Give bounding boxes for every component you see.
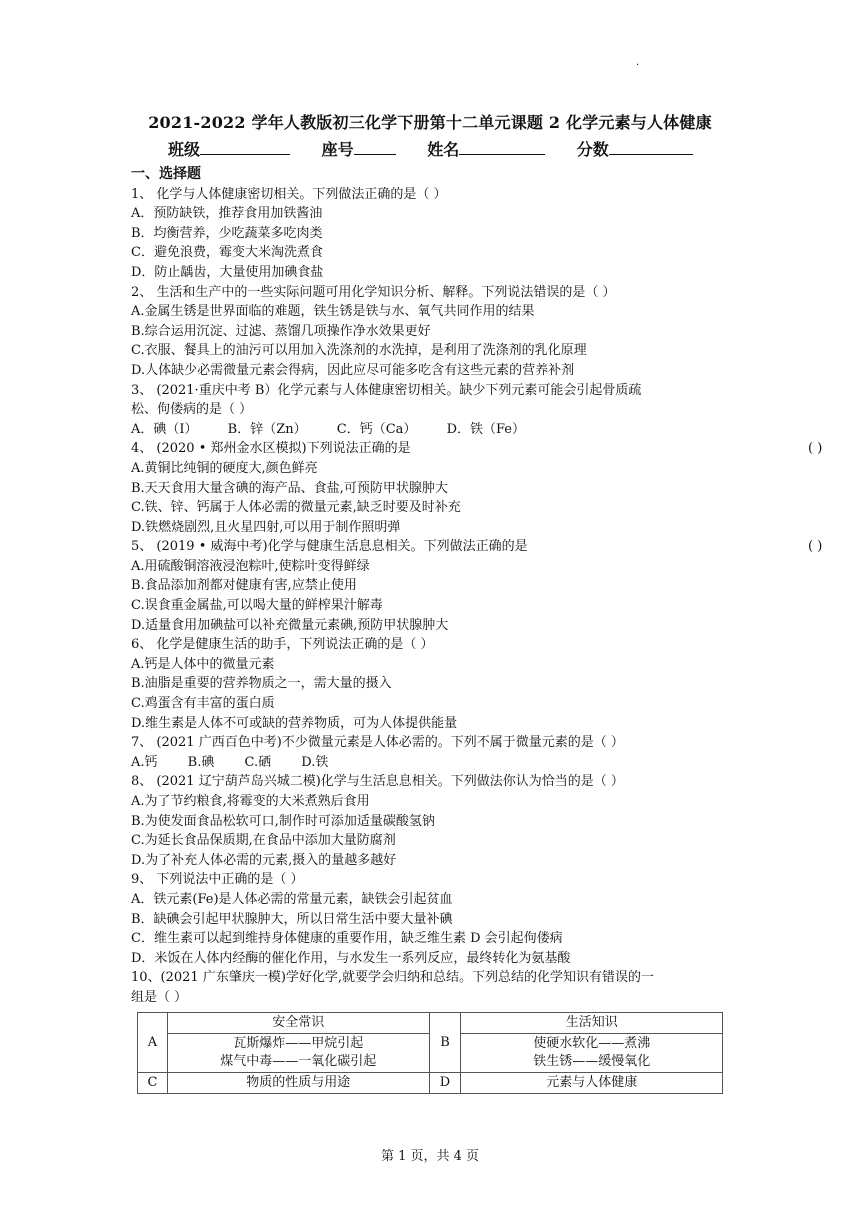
option-d: D．防止龋齿，大量使用加碘食盐 bbox=[131, 264, 324, 280]
cell-label-d: D bbox=[429, 1073, 461, 1094]
seat-label: 座号 bbox=[321, 140, 354, 159]
page-footer: 第 1 页，共 4 页 bbox=[380, 1149, 480, 1164]
cell-head-b: 生活知识 bbox=[461, 1013, 723, 1034]
option-c: C.鸡蛋含有丰富的蛋白质 bbox=[131, 696, 275, 712]
cell-line: 煤气中毒——一氧化碳引起 bbox=[220, 1054, 377, 1069]
cell-line: 铁生锈——缓慢氧化 bbox=[533, 1054, 651, 1069]
answer-bracket: ( ) bbox=[808, 441, 823, 457]
question-6 bbox=[131, 635, 731, 733]
page-mark: · bbox=[636, 60, 640, 71]
option-b: B.碘 bbox=[187, 754, 215, 770]
option-c: C．维生素可以起到维持身体健康的重要作用，缺乏维生素 D 会引起佝偻病 bbox=[131, 931, 563, 947]
score-label: 分数 bbox=[576, 140, 609, 159]
option-d: D．米饭在人体内经酶的催化作用，与水发生一系列反应，最终转化为氨基酸 bbox=[131, 950, 571, 966]
option-a: A．铁元素(Fe)是人体必需的常量元素，缺铁会引起贫血 bbox=[131, 891, 453, 907]
score-blank[interactable] bbox=[609, 138, 693, 155]
cell-line: 瓦斯爆炸——甲烷引起 bbox=[233, 1036, 364, 1051]
section-heading: 一、选择题 bbox=[131, 166, 201, 182]
option-a: A.用硫酸铜溶液浸泡粽叶,使粽叶变得鲜绿 bbox=[131, 558, 370, 574]
table-row bbox=[138, 1013, 723, 1034]
option-b: B．锌（Zn） bbox=[227, 421, 307, 437]
question-stem: 4、 (2020 • 郑州金水区模拟)下列说法正确的是 bbox=[131, 441, 411, 457]
question-stem: 10、(2021 广东肇庆一模)学好化学,就要学会归纳和总结。下列总结的化学知识有错误的一 bbox=[131, 970, 655, 986]
question-stem-cont: 松、佝偻病的是（ ） bbox=[131, 402, 253, 418]
option-d: D.铁燃烧剧烈,且火星四射,可以用于制作照明弹 bbox=[131, 519, 401, 535]
answer-bracket: ( ) bbox=[808, 539, 823, 555]
option-c: C．避免浪费，霉变大米淘洗煮食 bbox=[131, 245, 323, 261]
options-row bbox=[131, 420, 731, 440]
option-c: C.误食重金属盐,可以喝大量的鲜榨果汁解毒 bbox=[131, 598, 383, 614]
question-2 bbox=[131, 283, 731, 381]
cell-label-b: B bbox=[429, 1013, 461, 1073]
cell-head-d: 元素与人体健康 bbox=[461, 1073, 723, 1094]
question-stem: 5、 (2019 • 威海中考)化学与健康生活息息相关。下列做法正确的是 bbox=[131, 539, 528, 555]
question-9 bbox=[131, 870, 731, 968]
question-stem-cont: 组是（ ） bbox=[131, 989, 188, 1005]
option-a: A.钙 bbox=[131, 754, 158, 770]
option-c: C.铁、锌、钙属于人体必需的微量元素,缺乏时要及时补充 bbox=[131, 500, 461, 516]
name-label: 姓名 bbox=[427, 140, 460, 159]
question-3 bbox=[131, 381, 731, 440]
page-title: 2021-2022 学年人教版初三化学下册第十二单元课题 2 化学元素与人体健康 bbox=[148, 113, 712, 132]
table-row bbox=[138, 1073, 723, 1094]
option-b: B.综合运用沉淀、过滤、蒸馏几项操作净水效果更好 bbox=[131, 323, 431, 339]
question-7 bbox=[131, 733, 731, 772]
option-b: B.天天食用大量含碘的海产品、食盐,可预防甲状腺肿大 bbox=[131, 480, 448, 496]
student-info-line bbox=[168, 137, 693, 160]
options-row bbox=[131, 753, 731, 773]
option-a: A．碘（I） bbox=[131, 421, 198, 437]
option-a: A.金属生锈是世界面临的难题，铁生锈是铁与水、氧气共同作用的结果 bbox=[131, 304, 535, 320]
option-d: D.铁 bbox=[301, 754, 329, 770]
option-c: C.硒 bbox=[244, 754, 272, 770]
question-stem: 2、 生活和生产中的一些实际问题可用化学知识分析、解释。下列说法错误的是（ ） bbox=[131, 284, 616, 300]
option-d: D.维生素是人体不可或缺的营养物质，可为人体提供能量 bbox=[131, 715, 458, 731]
option-d: D．铁（Fe） bbox=[446, 421, 526, 437]
class-blank[interactable] bbox=[200, 138, 290, 155]
question-stem: 8、 (2021 辽宁葫芦岛兴城二模)化学与生活息息相关。下列做法你认为恰当的是（ ） bbox=[131, 774, 624, 790]
question-stem: 9、 下列说法中正确的是（ ） bbox=[131, 872, 304, 888]
question-stem: 6、 化学是健康生活的助手，下列说法正确的是（ ） bbox=[131, 637, 434, 653]
question-list bbox=[131, 165, 823, 1008]
option-b: B.油脂是重要的营养物质之一，需大量的摄入 bbox=[131, 676, 392, 692]
cell-head-c: 物质的性质与用途 bbox=[167, 1073, 429, 1094]
option-c: C．钙（Ca） bbox=[336, 421, 417, 437]
cell-body-b bbox=[461, 1034, 723, 1073]
cell-head-a: 安全常识 bbox=[167, 1013, 429, 1034]
option-c: C.为延长食品保质期,在食品中添加大量防腐剂 bbox=[131, 833, 396, 849]
cell-label-c: C bbox=[138, 1073, 168, 1094]
option-a: A．预防缺铁，推荐食用加铁酱油 bbox=[131, 206, 323, 222]
option-d: D.人体缺少必需微量元素会得病，因此应尽可能多吃含有这些元素的营养补剂 bbox=[131, 362, 575, 378]
option-d: D.为了补充人体必需的元素,摄入的量越多越好 bbox=[131, 852, 397, 868]
option-c: C.衣服、餐具上的油污可以用加入洗涤剂的水洗掉，是利用了洗涤剂的乳化原理 bbox=[131, 343, 587, 359]
option-a: A.为了节约粮食,将霉变的大米煮熟后食用 bbox=[131, 794, 370, 809]
question-stem: 1、 化学与人体健康密切相关。下列做法正确的是（ ） bbox=[131, 186, 447, 202]
question-stem: 7、 (2021 广西百色中考)不少微量元素是人体必需的。下列不属于微量元素的是（ ） bbox=[131, 735, 624, 751]
seat-blank[interactable] bbox=[354, 138, 396, 155]
cell-body-a bbox=[167, 1034, 429, 1073]
class-label: 班级 bbox=[168, 140, 201, 159]
option-a: A.黄铜比纯铜的硬度大,颜色鲜亮 bbox=[131, 460, 318, 476]
option-b: B.食品添加剂都对健康有害,应禁止使用 bbox=[131, 578, 357, 594]
option-b: B．均衡营养，少吃蔬菜多吃肉类 bbox=[131, 225, 323, 241]
option-a: A.钙是人体中的微量元素 bbox=[131, 656, 275, 672]
name-blank[interactable] bbox=[459, 138, 545, 155]
option-b: B.为使发面食品松软可口,制作时可添加适量碳酸氢钠 bbox=[131, 813, 435, 829]
question-stem: 3、 (2021·重庆中考 B）化学元素与人体健康密切相关。缺少下列元素可能会引起骨质疏 bbox=[131, 382, 642, 398]
question-8 bbox=[131, 772, 731, 870]
question-5 bbox=[131, 537, 823, 635]
option-d: D.适量食用加碘盐可以补充微量元素碘,预防甲状腺肿大 bbox=[131, 617, 449, 633]
question-4 bbox=[131, 439, 823, 537]
cell-line: 使硬水软化——煮沸 bbox=[533, 1036, 651, 1051]
question-10 bbox=[131, 968, 731, 1007]
cell-label-a: A bbox=[138, 1013, 168, 1073]
question-1 bbox=[131, 185, 731, 283]
option-b: B．缺碘会引起甲状腺肿大，所以日常生活中要大量补碘 bbox=[131, 911, 453, 927]
knowledge-table bbox=[137, 1012, 723, 1094]
